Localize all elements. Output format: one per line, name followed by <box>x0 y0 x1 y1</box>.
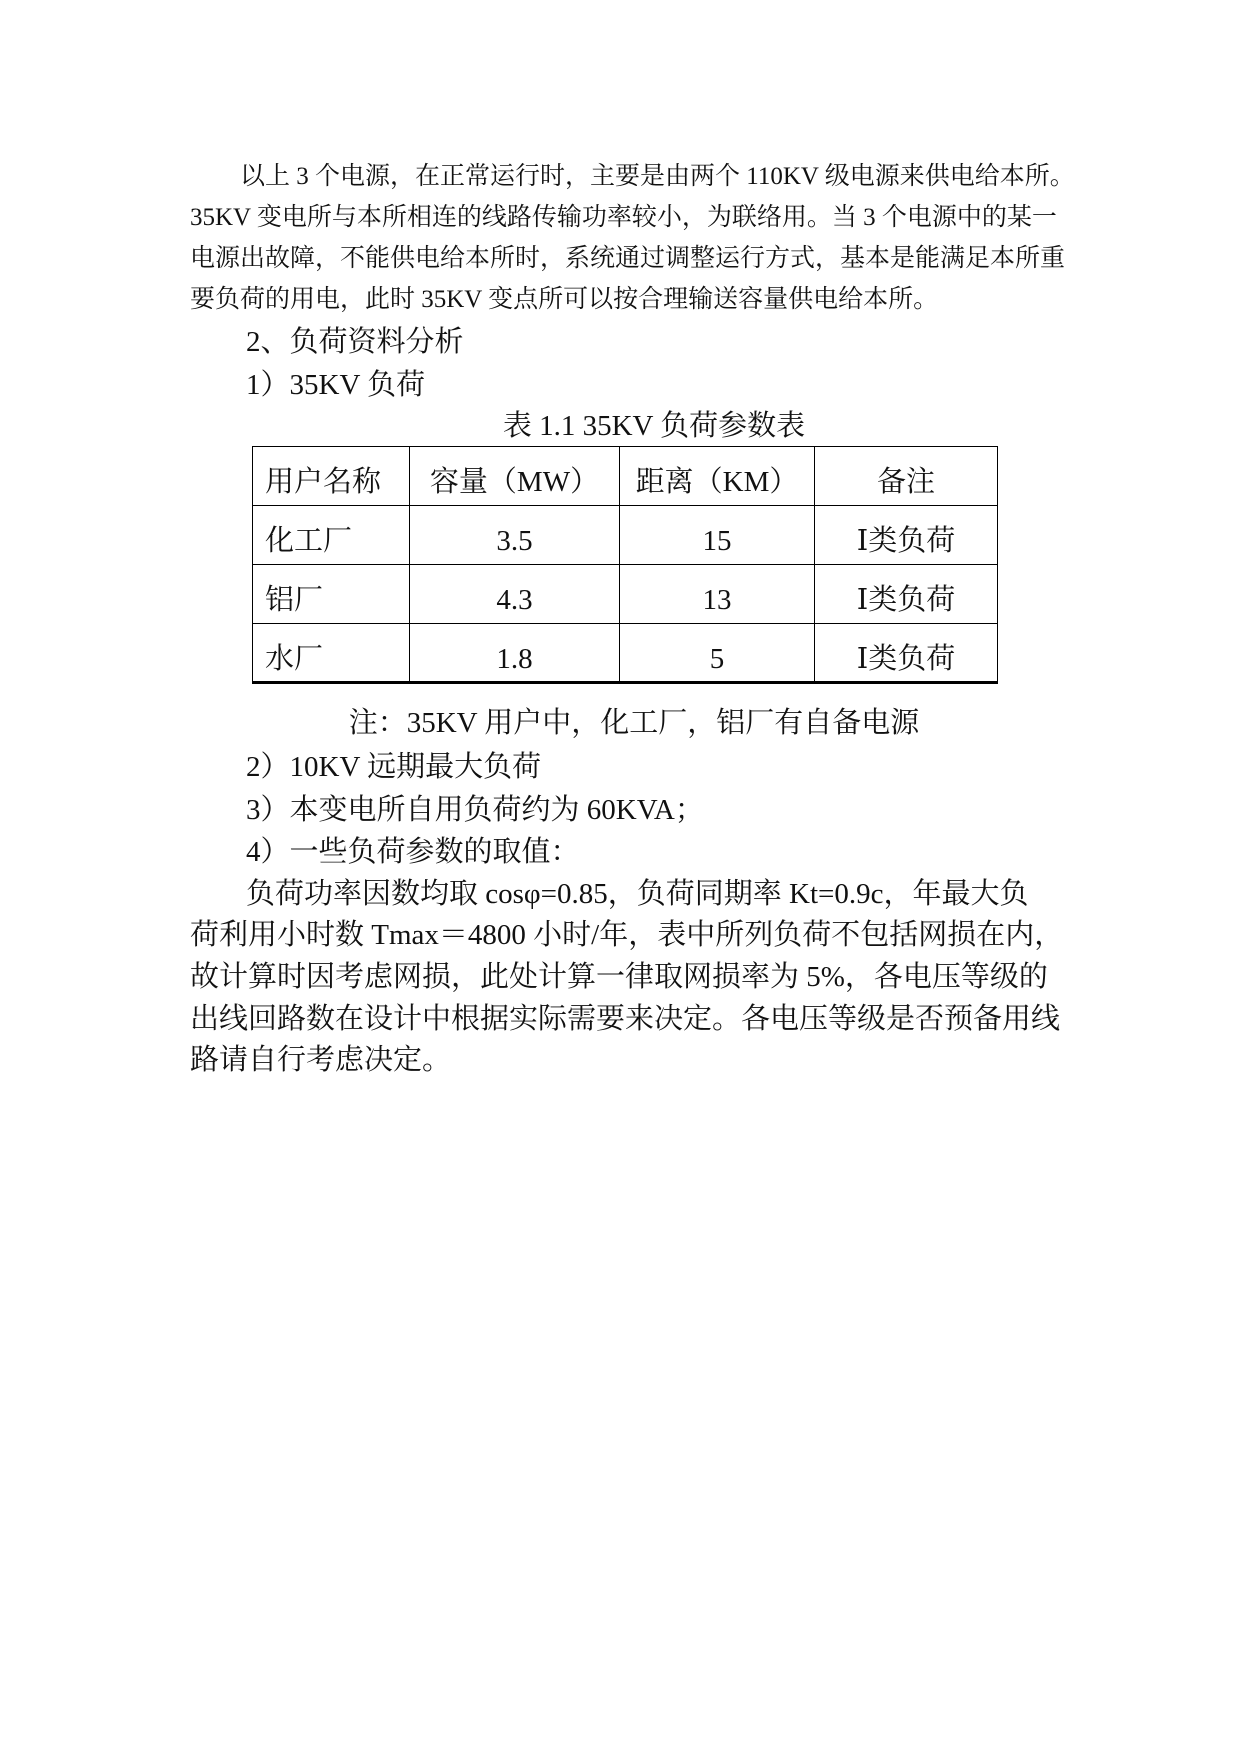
table-cell: 1.8 <box>410 624 620 683</box>
table-caption: 表 1.1 35KV 负荷参数表 <box>502 410 806 442</box>
table-cell: Ⅰ类负荷 <box>815 624 998 683</box>
table-cell: 化工厂 <box>253 506 410 565</box>
table-cell: 15 <box>620 506 815 565</box>
paragraph-line: 路请自行考虑决定。 <box>190 1044 452 1076</box>
table-row <box>253 565 998 624</box>
paragraph-line: 35KV 变电所与本所相连的线路传输功率较小，为联络用。当 3 个电源中的某一 <box>190 204 1057 231</box>
paragraph-line: 要负荷的用电，此时 35KV 变点所可以按合理输送容量供电给本所。 <box>190 286 939 313</box>
table-cell: 5 <box>620 624 815 683</box>
table-cell: 铝厂 <box>253 565 410 624</box>
table-header-cell: 距离（KM） <box>620 447 815 506</box>
table-cell: Ⅰ类负荷 <box>815 565 998 624</box>
table-cell: 13 <box>620 565 815 624</box>
table-cell: 3.5 <box>410 506 620 565</box>
paragraph-line: 出线回路数在设计中根据实际需要来决定。各电压等级是否预备用线 <box>190 1003 1061 1035</box>
paragraph-line: 以上 3 个电源，在正常运行时，主要是由两个 110KV 级电源来供电给本所。 <box>240 163 1075 190</box>
list-item-load-parameters: 4）一些负荷参数的取值： <box>246 836 580 868</box>
list-item-self-use-load: 3）本变电所自用负荷约为 60KVA； <box>246 794 704 826</box>
table-header-cell: 容量（MW） <box>410 447 620 506</box>
table-header-cell: 用户名称 <box>253 447 410 506</box>
load-parameter-table <box>252 446 998 684</box>
table-row <box>253 506 998 565</box>
paragraph-line: 故计算时因考虑网损，此处计算一律取网损率为 5%，各电压等级的 <box>190 961 1048 993</box>
section-heading: 2、负荷资料分析 <box>246 326 464 358</box>
table-cell: Ⅰ类负荷 <box>815 506 998 565</box>
table-row <box>253 624 998 683</box>
table-header-row <box>253 447 998 506</box>
table-cell: 水厂 <box>253 624 410 683</box>
subheading-35kv-load: 1）35KV 负荷 <box>246 369 426 401</box>
table-header-cell: 备注 <box>815 447 998 506</box>
paragraph-line: 负荷功率因数均取 cosφ=0.85，负荷同期率 Kt=0.9c，年最大负 <box>246 878 1029 910</box>
table-cell: 4.3 <box>410 565 620 624</box>
paragraph-line: 电源出故障，不能供电给本所时，系统通过调整运行方式，基本是能满足本所重 <box>190 245 1066 272</box>
list-item-10kv-load: 2）10KV 远期最大负荷 <box>246 751 542 783</box>
table-note: 注：35KV 用户中，化工厂，铝厂有自备电源 <box>348 707 920 739</box>
paragraph-line: 荷利用小时数 Tmax＝4800 小时/年，表中所列负荷不包括网损在内， <box>190 919 1064 951</box>
